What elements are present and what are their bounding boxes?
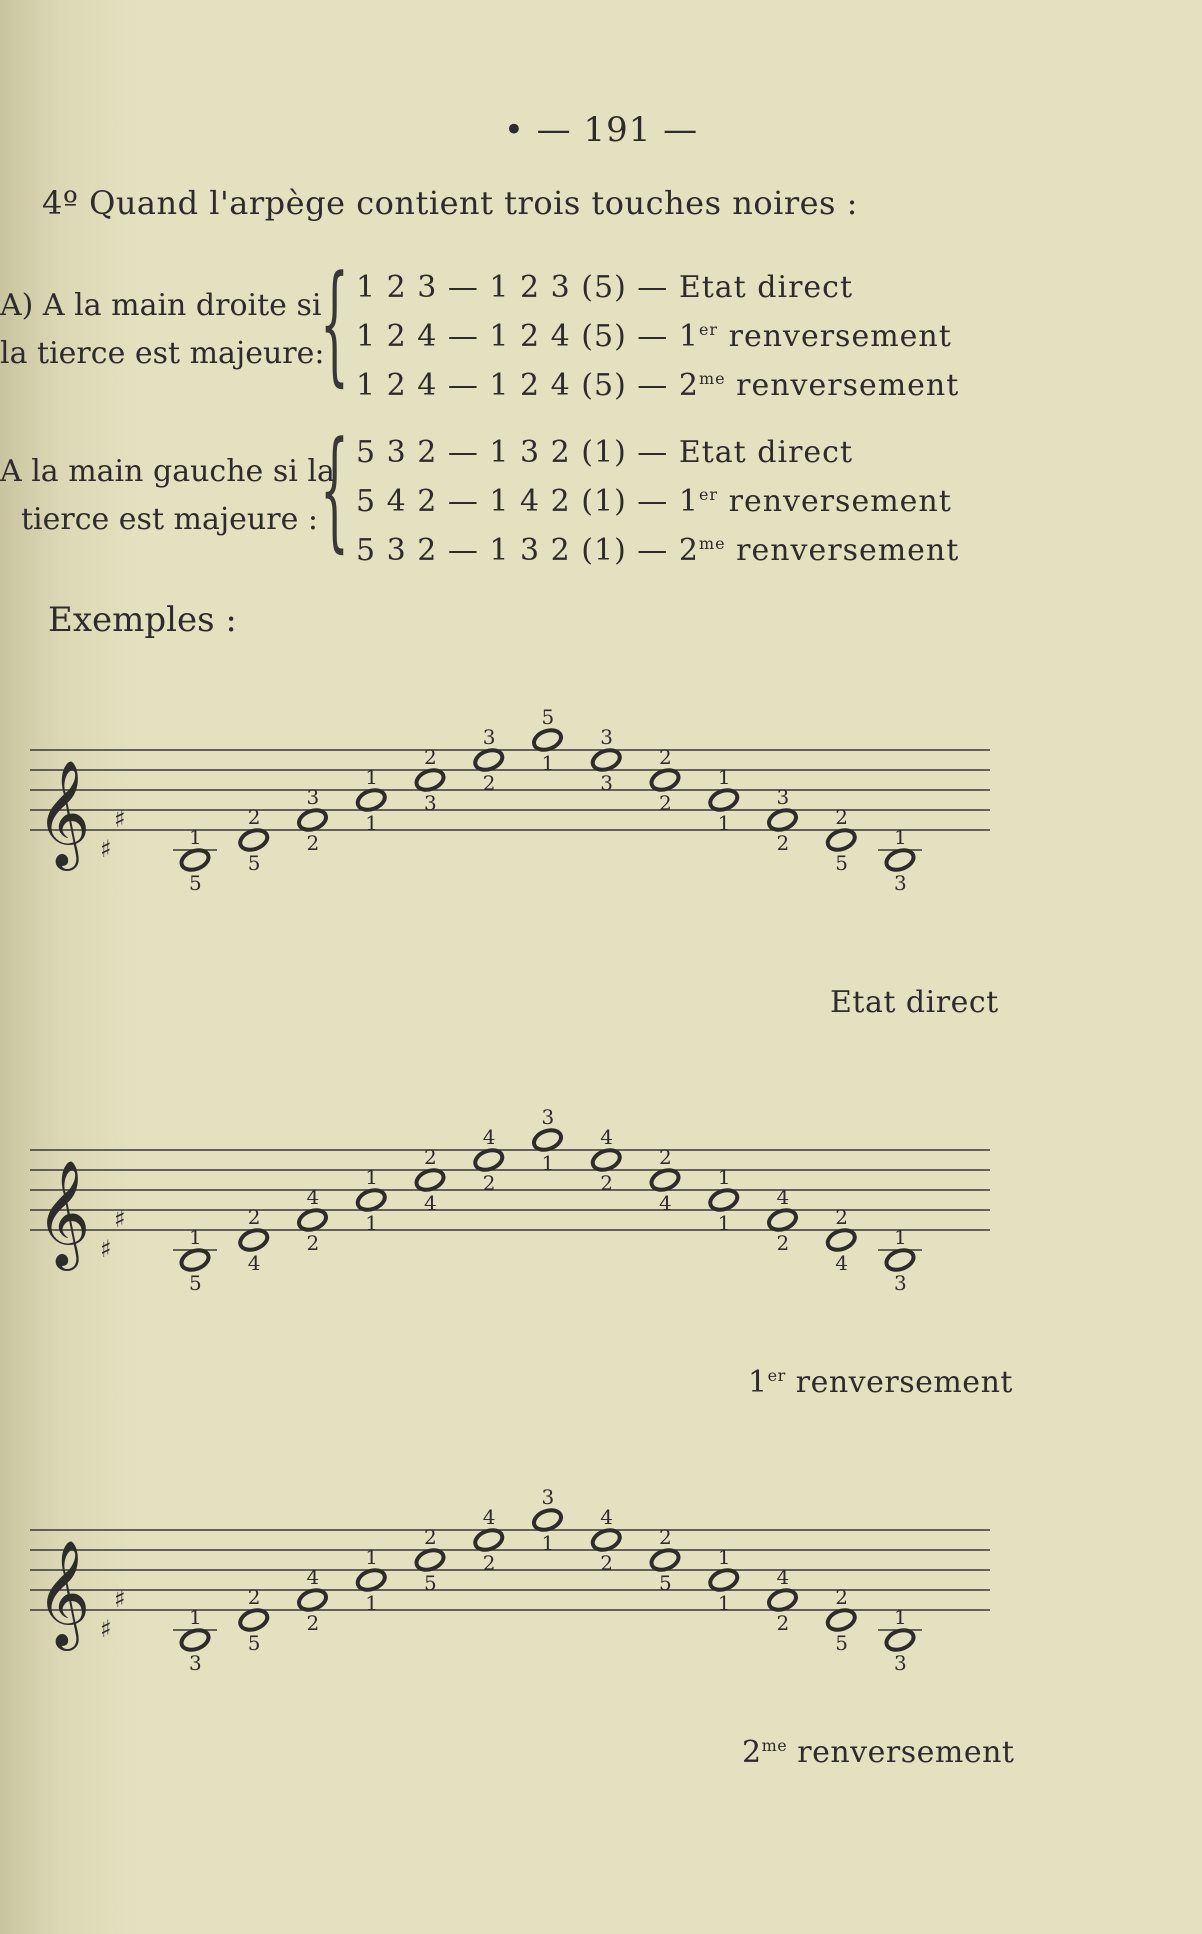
whole-note [531, 727, 563, 753]
fingering-upper: 2 [659, 1525, 672, 1549]
whole-note [355, 1567, 387, 1593]
fingering-lower: 2 [482, 1171, 496, 1195]
left-hand-fingerings [356, 432, 959, 572]
fingering-upper: 3 [776, 785, 790, 809]
whole-note [708, 1187, 740, 1213]
whole-note [238, 827, 270, 853]
whole-note [766, 1587, 798, 1613]
left-hand-label-line2: tierce est majeure : [20, 502, 318, 537]
whole-note [414, 1167, 446, 1193]
fingering-lower: 3 [424, 791, 437, 815]
fingering-lower: 4 [659, 1191, 672, 1215]
sharp-icon: ♯ [114, 805, 126, 833]
fingering-lower: 3 [600, 771, 613, 795]
whole-note [766, 1207, 798, 1233]
sharp-icon: ♯ [100, 1615, 112, 1643]
whole-note [473, 1147, 505, 1173]
rule-heading: 4º Quand l'arpège contient trois touches noires : [42, 184, 858, 222]
brace-right-hand: { [320, 247, 349, 399]
fingering-upper: 1 [189, 1605, 202, 1629]
fingering-lower: 2 [776, 1231, 790, 1255]
fingering-upper: 1 [365, 765, 378, 789]
fingering-lower: 5 [835, 1631, 848, 1655]
fingering-lower: 1 [717, 1591, 731, 1615]
fingering-lower: 5 [247, 1631, 261, 1655]
examples-label: Exemples : [48, 600, 237, 640]
whole-note [708, 787, 740, 813]
right-hand-row-1: 1 2 3 — 1 2 3 (5) — Etat direct [356, 270, 854, 305]
right-hand-label-line2: la tierce est majeure: [0, 336, 325, 371]
fingering-upper: 1 [189, 1225, 202, 1249]
whole-note [238, 1227, 270, 1253]
music-staff-example-3 [0, 1420, 1202, 1675]
music-staff-example-2 [0, 1040, 1202, 1295]
fingering-lower: 4 [424, 1191, 437, 1215]
whole-note [296, 1207, 328, 1233]
whole-note [825, 1227, 857, 1253]
fingering-lower: 5 [247, 851, 261, 875]
fingering-upper: 2 [659, 1145, 672, 1169]
page-number: • — 191 — [503, 110, 699, 150]
whole-note [590, 1147, 622, 1173]
whole-note [825, 1607, 857, 1633]
fingering-lower: 2 [776, 1611, 790, 1635]
right-hand-row-2: 1 2 4 — 1 2 4 (5) — 1er renversement [356, 319, 952, 354]
whole-note [649, 767, 681, 793]
whole-note [531, 1127, 563, 1153]
left-hand-label-line1: A la main gauche si la [0, 454, 335, 489]
fingering-upper: 1 [365, 1165, 378, 1189]
fingering-lower: 2 [482, 771, 496, 795]
fingering-lower: 5 [835, 851, 848, 875]
sharp-icon: ♯ [114, 1585, 126, 1613]
whole-note [649, 1547, 681, 1573]
fingering-upper: 3 [306, 785, 320, 809]
music-staff-example-1 [0, 640, 1202, 895]
whole-note [649, 1167, 681, 1193]
whole-note [884, 1627, 916, 1653]
fingering-upper: 4 [306, 1565, 320, 1589]
whole-note [355, 787, 387, 813]
fingering-upper: 4 [482, 1505, 496, 1529]
fingering-upper: 2 [835, 1205, 848, 1229]
caption-example-1: Etat direct [830, 985, 999, 1020]
fingering-upper: 1 [717, 1165, 731, 1189]
fingering-upper: 1 [717, 765, 731, 789]
brace-left-hand: { [320, 413, 349, 565]
whole-note [179, 847, 211, 873]
fingering-upper: 2 [424, 1525, 437, 1549]
fingering-upper: 3 [541, 1105, 555, 1129]
fingering-lower: 1 [541, 1151, 555, 1175]
fingering-upper: 2 [424, 1145, 437, 1169]
left-hand-row-3: 5 3 2 — 1 3 2 (1) — $2^{me}$ renversement [356, 533, 960, 568]
fingering-upper: 3 [482, 725, 496, 749]
fingering-lower: 2 [306, 1231, 320, 1255]
whole-note [708, 1567, 740, 1593]
fingering-lower: 3 [894, 1271, 907, 1295]
fingering-lower: 1 [717, 1211, 731, 1235]
whole-note [179, 1627, 211, 1653]
whole-note [414, 767, 446, 793]
whole-note [884, 1247, 916, 1273]
fingering-upper: 4 [776, 1565, 790, 1589]
fingering-lower: 5 [659, 1571, 672, 1595]
fingering-upper: 4 [482, 1125, 496, 1149]
fingering-lower: 4 [247, 1251, 261, 1275]
fingering-upper: 1 [894, 825, 907, 849]
fingering-lower: 3 [894, 1651, 907, 1675]
whole-note [296, 1587, 328, 1613]
right-hand-label-line1: A) A la main droite si [0, 288, 322, 323]
fingering-upper: 2 [659, 745, 672, 769]
whole-note [884, 847, 916, 873]
fingering-lower: 2 [659, 791, 672, 815]
whole-note [531, 1507, 563, 1533]
whole-note [590, 747, 622, 773]
fingering-upper: 2 [247, 1585, 261, 1609]
fingering-lower: 3 [189, 1651, 202, 1675]
fingering-upper: 4 [306, 1185, 320, 1209]
caption-example-2: 1er renversement [748, 1365, 1013, 1400]
fingering-upper: 5 [541, 705, 555, 729]
sharp-icon: ♯ [114, 1205, 126, 1233]
fingering-lower: 2 [600, 1171, 613, 1195]
fingering-lower: 5 [189, 1271, 202, 1295]
fingering-lower: 1 [717, 811, 731, 835]
fingering-upper: 4 [600, 1125, 613, 1149]
fingering-lower: 1 [541, 1531, 555, 1555]
whole-note [238, 1607, 270, 1633]
fingering-upper: 1 [189, 825, 202, 849]
whole-note [825, 827, 857, 853]
caption-example-3: $2^{me}$ renversement [742, 1735, 1015, 1770]
left-hand-row-1: 5 3 2 — 1 3 2 (1) — Etat direct [356, 435, 854, 470]
whole-note [179, 1247, 211, 1273]
fingering-lower: 1 [541, 751, 555, 775]
fingering-upper: 2 [835, 1585, 848, 1609]
whole-note [473, 747, 505, 773]
fingering-upper: 2 [247, 1205, 261, 1229]
fingering-upper: 2 [835, 805, 848, 829]
fingering-upper: 2 [424, 745, 437, 769]
fingering-upper: 2 [247, 805, 261, 829]
fingering-upper: 1 [717, 1545, 731, 1569]
fingering-upper: 1 [894, 1605, 907, 1629]
fingering-lower: 1 [365, 1211, 378, 1235]
right-hand-fingerings [356, 267, 959, 407]
fingering-upper: 1 [894, 1225, 907, 1249]
fingering-lower: 2 [776, 831, 790, 855]
fingering-lower: 2 [306, 831, 320, 855]
fingering-lower: 5 [424, 1571, 437, 1595]
treble-clef-icon: 𝄞 [36, 1159, 91, 1266]
fingering-lower: 1 [365, 1591, 378, 1615]
right-hand-label [0, 282, 325, 378]
whole-note [355, 1187, 387, 1213]
whole-note [473, 1527, 505, 1553]
whole-note [766, 807, 798, 833]
treble-clef-icon: 𝄞 [36, 759, 91, 866]
whole-note [590, 1527, 622, 1553]
fingering-upper: 1 [365, 1545, 378, 1569]
fingering-lower: 3 [894, 871, 907, 895]
right-hand-row-3: 1 2 4 — 1 2 4 (5) — $2^{me}$ renversement [356, 368, 960, 403]
fingering-lower: 2 [482, 1551, 496, 1575]
fingering-upper: 4 [600, 1505, 613, 1529]
fingering-lower: 1 [365, 811, 378, 835]
fingering-upper: 3 [600, 725, 613, 749]
sharp-icon: ♯ [100, 835, 112, 863]
fingering-upper: 4 [776, 1185, 790, 1209]
whole-note [296, 807, 328, 833]
treble-clef-icon: 𝄞 [36, 1539, 91, 1646]
fingering-lower: 2 [306, 1611, 320, 1635]
fingering-lower: 2 [600, 1551, 613, 1575]
left-hand-label [0, 448, 335, 544]
sharp-icon: ♯ [100, 1235, 112, 1263]
fingering-lower: 5 [189, 871, 202, 895]
fingering-upper: 3 [541, 1485, 555, 1509]
fingering-lower: 4 [835, 1251, 848, 1275]
whole-note [414, 1547, 446, 1573]
left-hand-row-2: 5 4 2 — 1 4 2 (1) — 1er renversement [356, 484, 952, 519]
